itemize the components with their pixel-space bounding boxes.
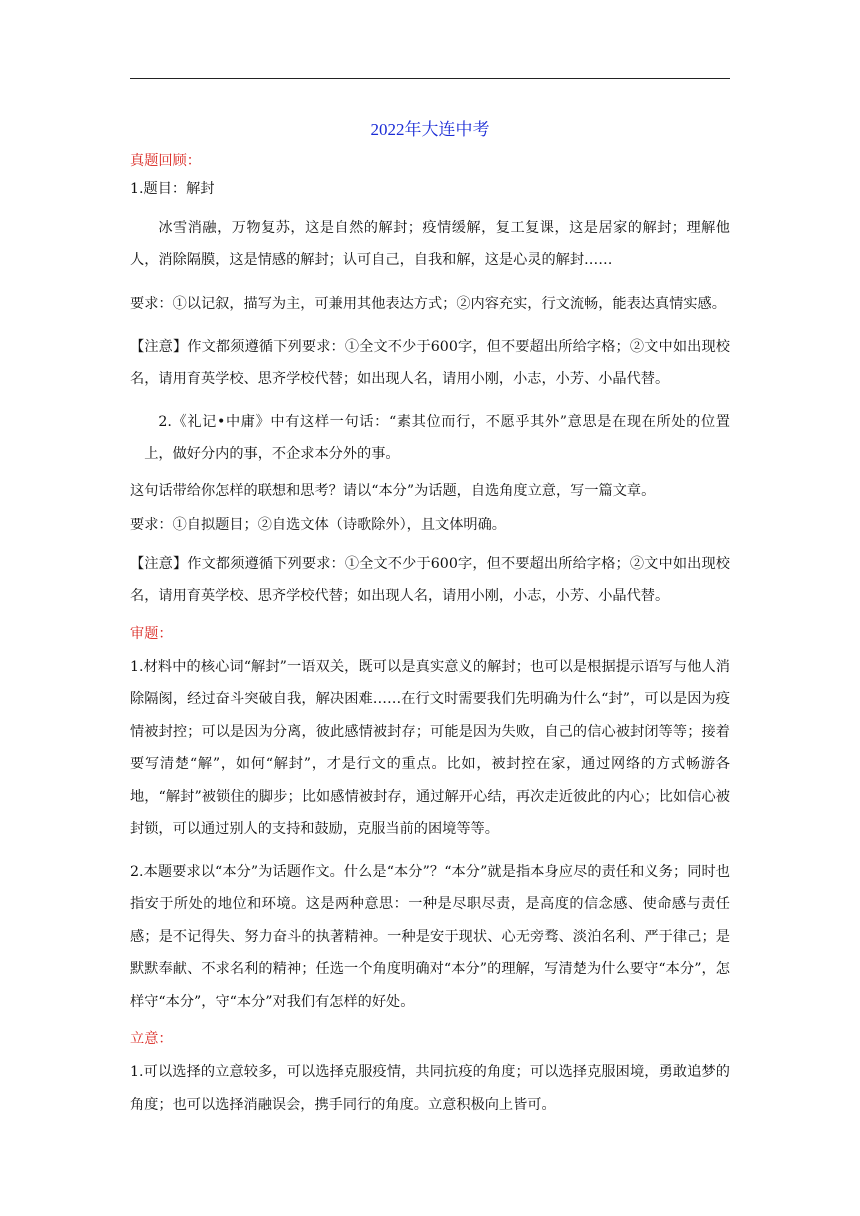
analysis-paragraph-1: 1.材料中的核心词“解封”一语双关，既可以是真实意义的解封；也可以是根据提示语写与他人消除隔阂，经过奋斗突破自我，解决困难……在行文时需要我们先明确为什么“封”，可以是因为疫情被封控；可以是因为分离，彼此感情被封存；可能是因为失败，自己的信心被封闭等等；接着要写清楚“解”，如何“解封”，才是行文的重点。比如，被封控在家，通过网络的方式畅游各地，“解封”被锁住的脚步；比如感情被封存，通过解开心结，再次走近彼此的内心；比如信心被封锁，可以通过别人的支持和鼓励，克服当前的困境等等。 — [130, 658, 730, 837]
analysis-paragraph-2: 2.本题要求以“本分”为话题作文。什么是“本分”？“本分”就是指本身应尽的责任和义务；同时也指安于所处的地位和环境。这是两种意思：一种是尽职尽责，是高度的信念感、使命感与责任感；是不记得失、努力奋斗的执著精神。一种是安于现状、心无旁骛、淡泊名利、严于律己；是默默奉献、不求名利的精神；任选一个角度明确对“本分”的理解，写清楚为什么要守“本分”，怎样守“本分”，守“本分”对我们有怎样的好处。 — [130, 863, 730, 1010]
question-2-task: 这句话带给你怎样的联想和思考？请以“本分”为话题，自选角度立意，写一篇文章。 — [130, 482, 656, 499]
question-2-requirements: 要求：①自拟题目；②自选文体（诗歌除外），且文体明确。 — [130, 516, 506, 533]
theme-paragraph-1: 1.可以选择的立意较多，可以选择克服疫情，共同抗疫的角度；可以选择克服困境，勇敢追梦的角度；也可以选择消融误会，携手同行的角度。立意积极向上皆可。 — [130, 1064, 730, 1113]
section-heading-review: 真题回顾： — [130, 153, 201, 169]
header-rule — [130, 78, 730, 79]
question-1-note: 【注意】作文都须遵循下列要求：①全文不少于600字，但不要超出所给字格；②文中如出现校名，请用育英学校、思齐学校代替；如出现人名，请用小刚，小志，小芳、小晶代替。 — [130, 338, 730, 387]
section-heading-theme: 立意： — [130, 1031, 173, 1047]
document-body — [130, 150, 730, 1131]
question-2-prompt: 2.《礼记•中庸》中有这样一句话：“素其位而行，不愿乎其外”意思是在现在所处的位置上，做好分内的事，不企求本分外的事。 — [144, 413, 730, 462]
page-title: 2022年大连中考 — [370, 120, 490, 139]
question-2-note: 【注意】作文都须遵循下列要求：①全文不少于600字，但不要超出所给字格；②文中如出现校名，请用育英学校、思齐学校代替；如出现人名，请用小刚，小志，小芳、小晶代替。 — [130, 555, 730, 604]
question-1-requirements: 要求：①以记叙，描写为主，可兼用其他表达方式；②内容充实，行文流畅，能表达真情实感。 — [130, 296, 726, 312]
section-heading-analysis: 审题： — [130, 625, 173, 642]
question-1-prompt: 冰雪消融，万物复苏，这是自然的解封；疫情缓解，复工复课，这是居家的解封；理解他人，消除隔膜，这是情感的解封；认可自己，自我和解，这是心灵的解封…… — [130, 220, 730, 268]
question-1-title: 1.题目：解封 — [130, 181, 215, 197]
